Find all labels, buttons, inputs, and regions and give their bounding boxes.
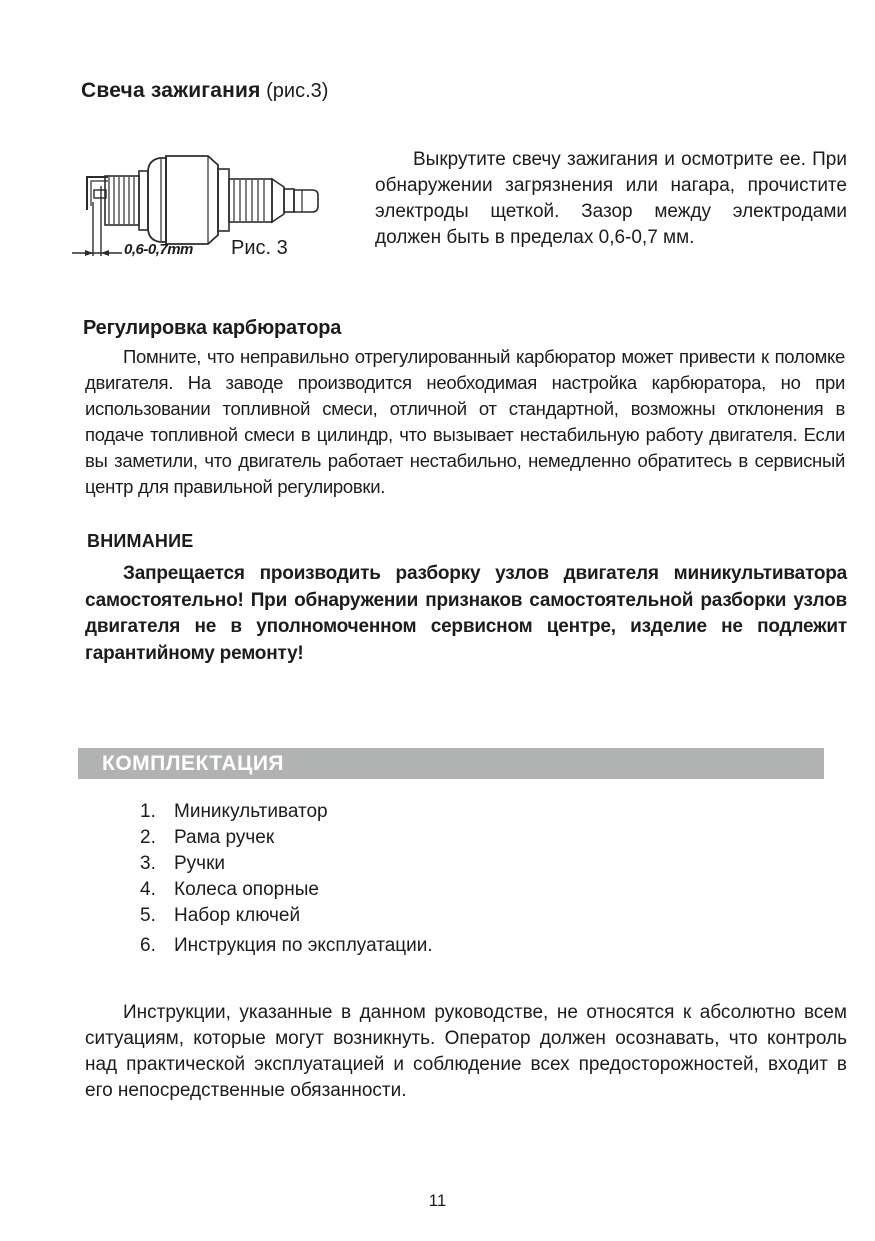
list-item-label: Ручки [174, 853, 225, 874]
carburetor-heading: Регулировка карбюратора [83, 317, 342, 339]
list-item [140, 853, 433, 879]
list-item [140, 827, 433, 853]
spark-plug-heading-figref: (рис.3) [260, 80, 329, 102]
attention-paragraph: Запрещается производить разборку узлов двигателя миникультиватора самостоятельно! При обнаружении признаков самостоятельной разборки узлов двигателя не в уполномоченном сервисном центре, изделие не подлежит гарантийному ремонту! [85, 563, 847, 664]
list-item-label: Рама ручек [174, 827, 275, 848]
list-item-label: Набор ключей [174, 905, 301, 926]
list-item [140, 801, 433, 827]
carburetor-paragraph: Помните, что неправильно отрегулированный карбюратор может привести к поломке двигателя. На заводе производится необходимая настройка карбюратора, но при использовании топливной смеси, отличной от стандартной, возможны отклонения в подаче топливной смеси в цилиндр, что вызывает нестабильную работу двигателя. Если вы заметили, что двигатель работает нестабильно, немедленно обратитесь в сервисный центр для правильной регулировки. [85, 346, 845, 497]
page-number: 11 [428, 1191, 447, 1210]
figure-caption: Рис. 3 [231, 237, 288, 259]
list-item-label: Колеса опорные [174, 879, 319, 900]
list-item [140, 935, 433, 961]
package-list [140, 801, 433, 961]
package-banner-label: КОМПЛЕКТАЦИЯ [102, 751, 285, 775]
list-item-number: 5. [140, 905, 156, 926]
list-item-number: 3. [140, 853, 156, 874]
list-item-number: 6. [140, 935, 156, 956]
list-item-number: 2. [140, 827, 156, 848]
list-item [140, 905, 433, 931]
list-item-label: Инструкция по эксплуатации. [174, 935, 433, 956]
spark-plug-heading [81, 79, 328, 103]
list-item-number: 1. [140, 801, 156, 822]
closing-paragraph: Инструкции, указанные в данном руководстве, не относятся к абсолютно всем ситуациям, которые могут возникнуть. Оператор должен осознавать, что контроль над практической эксплуатацией и соблюдение всех предосторожностей, входит в его непосредственные обязанности. [85, 1002, 847, 1101]
spark-plug-heading-title: Свеча зажигания [81, 79, 261, 102]
gap-dimension-label: 0,6-0,7mm [124, 241, 193, 258]
spark-plug-paragraph: Выкрутите свечу зажигания и осмотрите ее. При обнаружении загрязнения или нагара, прочистите электроды щеткой. Зазор между электродами должен быть в пределах 0,6-0,7 мм. [375, 149, 847, 248]
spark-plug-figure [68, 146, 330, 268]
attention-heading: ВНИМАНИЕ [87, 531, 194, 551]
package-banner [78, 748, 824, 779]
list-item [140, 879, 433, 905]
list-item-number: 4. [140, 879, 156, 900]
list-item-label: Миникультиватор [174, 801, 328, 822]
